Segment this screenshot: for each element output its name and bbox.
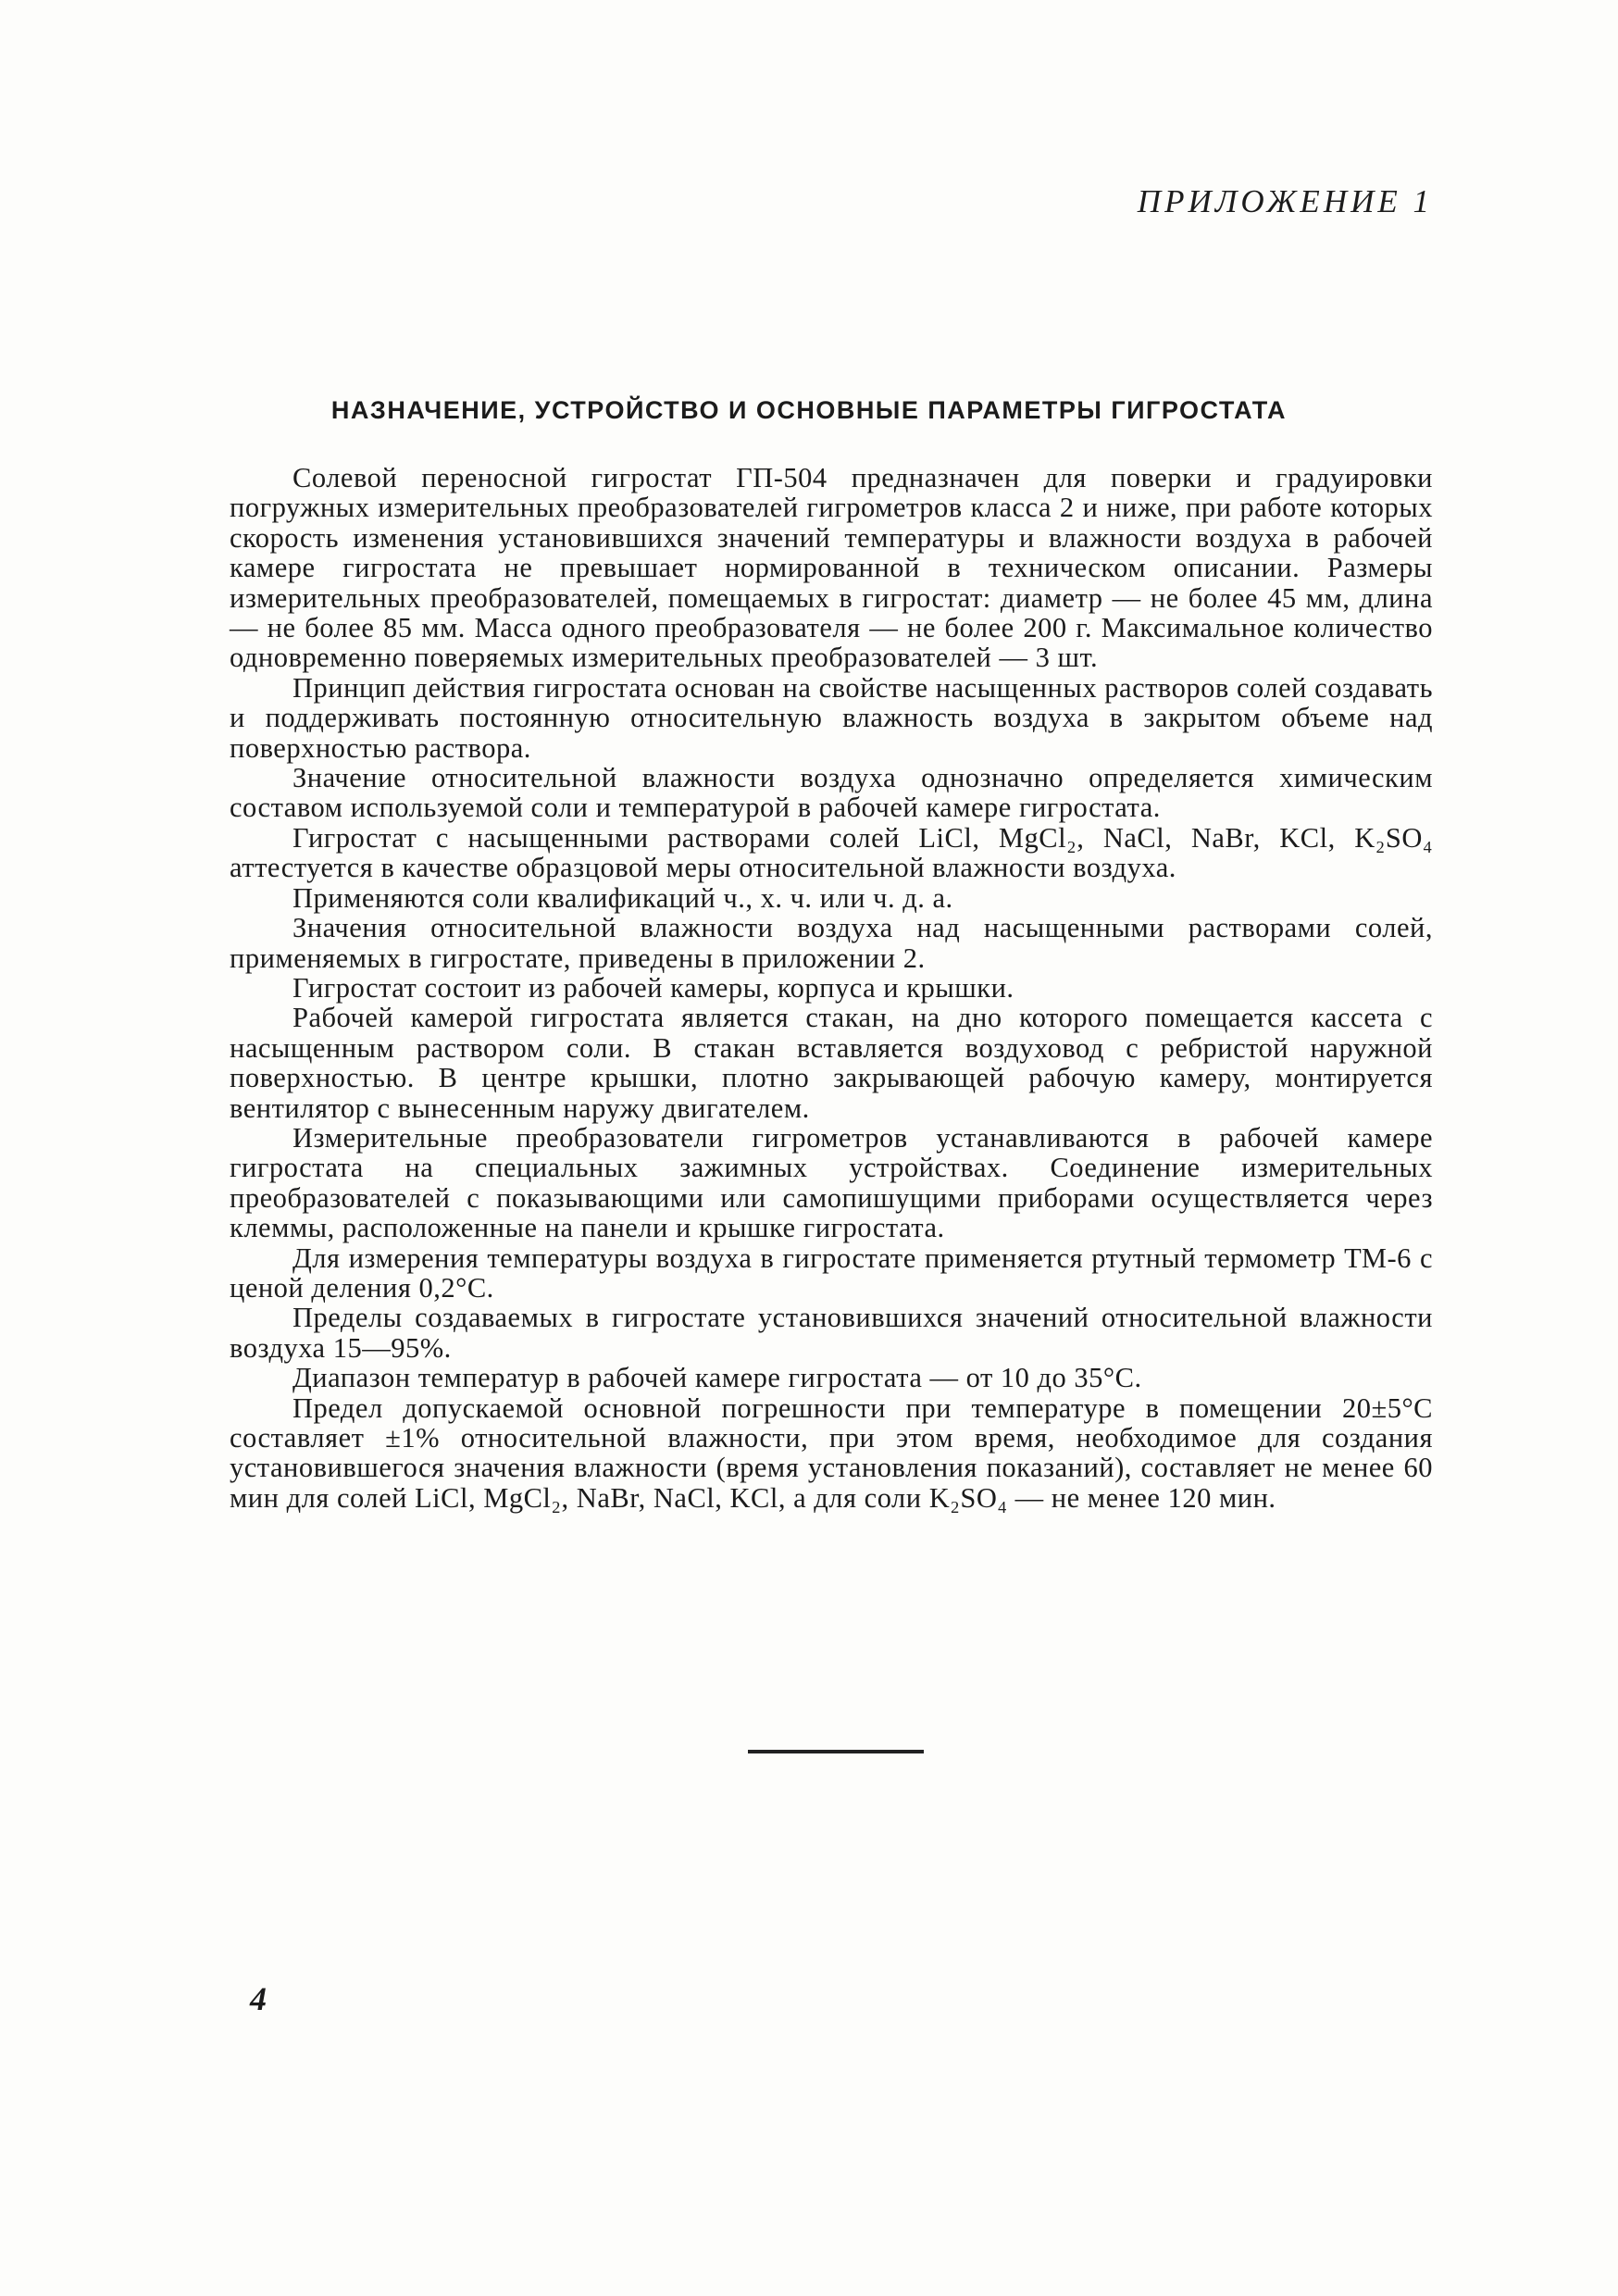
paragraph-humidity-limits: Пределы создаваемых в гигростате установившихся значений относительной влажности воздуха 15—95%. bbox=[230, 1302, 1433, 1364]
appendix-label: ПРИЛОЖЕНИЕ 1 bbox=[1137, 183, 1433, 219]
page-number: 4 bbox=[250, 1980, 267, 2017]
paragraph-humidity-value: Значение относительной влажности воздуха однозначно определяется химическим составом используемой соли и температурой в рабочей камере гигростата. bbox=[230, 762, 1433, 824]
paragraph-error-limit: Предел допускаемой основной погрешности при температуре в помещении 20±5°С составляет ±1% относительной влажности, при этом время, необходимое для создания установившегося значения влажности (время установления показаний), составляет не менее 60 мин для солей LiCl, MgCl₂, NaBr, NaCl, KCl, а для соли K₂SO₄ — не менее 120 мин. bbox=[230, 1391, 1433, 1514]
paragraph-principle: Принцип действия гигростата основан на свойстве насыщенных растворов солей создавать и поддерживать постоянную относительную влажность воздуха в закрытом объеме над поверхностью раствора. bbox=[230, 671, 1433, 764]
paragraph-qualification: Применяются соли квалификаций ч., х. ч. или ч. д. а. bbox=[292, 881, 953, 914]
body-text bbox=[230, 463, 1433, 1513]
paragraph-transducers: Измерительные преобразователи гигрометров устанавливаются в рабочей камере гигростата на специальных зажимных устройствах. Соединение измерительных преобразователей с показывающими или самопишущими приборами осуществляется через клеммы, расположенные на панели и крышке гигростата. bbox=[230, 1121, 1433, 1244]
paragraph-composition: Гигростат состоит из рабочей камеры, корпуса и крышки. bbox=[292, 971, 1014, 1004]
paragraph-purpose: Солевой переносной гигростат ГП-504 предназначен для поверки и градуировки погружных измерительных преобразователей гигрометров класса 2 и ниже, при работе которых скорость изменения установившихся значений температуры и влажности воздуха в рабочей камере гигростата не превышает нормированной в техническом описании. Размеры измерительных преобразователей, помещаемых в гигростат: диаметр — не более 45 мм, длина — не более 85 мм. Масса одного преобразователя — не более 200 г. Максимальное количество одновременно поверяемых измерительных преобразователей — 3 шт. bbox=[230, 462, 1433, 674]
paragraph-appendix-reference: Значения относительной влажности воздуха над насыщенными растворами солей, применяемых в гигростате, приведены в приложении 2. bbox=[230, 912, 1433, 974]
document-title: НАЗНАЧЕНИЕ, УСТРОЙСТВО И ОСНОВНЫЕ ПАРАМЕТРЫ ГИГРОСТАТА bbox=[330, 396, 1288, 424]
paragraph-salts: Гигростат с насыщенными растворами солей LiCl, MgCl₂, NaCl, NaBr, KCl, K₂SO₄ аттестуется в качестве образцовой меры относительной влажности воздуха. bbox=[230, 821, 1433, 884]
separator-rule bbox=[748, 1750, 924, 1753]
paragraph-temperature-range: Диапазон температур в рабочей камере гигростата — от 10 до 35°С. bbox=[292, 1362, 1142, 1394]
paragraph-working-chamber: Рабочей камерой гигростата является стакан, на дно которого помещается кассета с насыщенным раствором соли. В стакан вставляется воздуховод с ребристой наружной поверхностью. В центре крышки, плотно закрывающей рабочую камеру, монтируется вентилятор с вынесенным наружу двигателем. bbox=[230, 1002, 1433, 1124]
paragraph-thermometer: Для измерения температуры воздуха в гигростате применяется ртутный термометр ТМ-6 с ценой деления 0,2°С. bbox=[230, 1242, 1433, 1304]
